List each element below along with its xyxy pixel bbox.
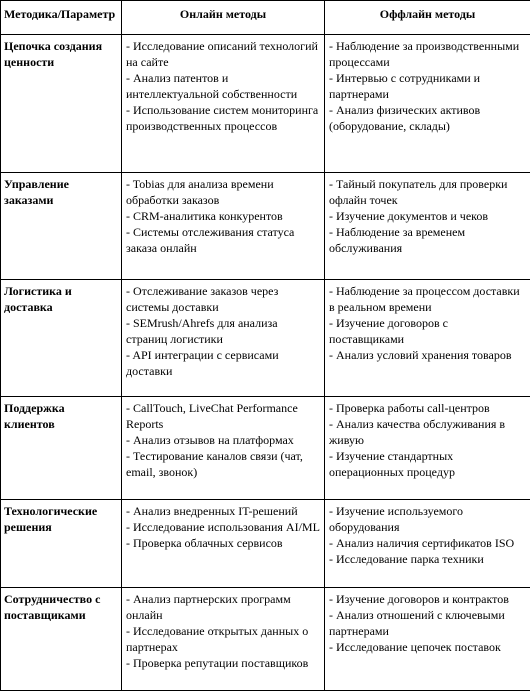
- list-item: - Анализ наличия сертификатов ISO: [329, 535, 526, 551]
- list-item: - API интеграции с сервисами доставки: [126, 347, 320, 379]
- table-header-row: [1, 1, 530, 35]
- list-item: - Наблюдение за временем обслуживания: [329, 224, 526, 256]
- header-online-methods: Онлайн методы: [122, 1, 325, 35]
- list-item: - Изучение используемого оборудования: [329, 503, 526, 535]
- list-item: - Проверка репутации поставщиков: [126, 655, 320, 671]
- header-offline-methods: Оффлайн методы: [325, 1, 530, 35]
- online-methods-cell: [122, 280, 325, 397]
- list-item: - Анализ патентов и интеллектуальной собственности: [126, 70, 320, 102]
- table-row: [1, 500, 530, 588]
- list-item: - Тестирование каналов связи (чат, email, звонок): [126, 448, 320, 480]
- offline-methods-cell: [325, 500, 530, 588]
- list-item: - Изучение документов и чеков: [329, 208, 526, 224]
- online-methods-cell: [122, 35, 325, 173]
- list-item: - Использование систем мониторинга производственных процессов: [126, 102, 320, 134]
- list-item: - CRM-аналитика конкурентов: [126, 208, 320, 224]
- list-item: - Анализ внедренных IT-решений: [126, 503, 320, 519]
- online-methods-cell: [122, 500, 325, 588]
- row-parameter: Сотрудничество с поставщиками: [1, 588, 122, 691]
- list-item: - Наблюдение за процессом доставки в реальном времени: [329, 283, 526, 315]
- list-item: - Системы отслеживания статуса заказа онлайн: [126, 224, 320, 256]
- header-parameter: Методика/Параметр: [1, 1, 122, 35]
- row-parameter: Технологические решения: [1, 500, 122, 588]
- table-row: [1, 173, 530, 280]
- row-parameter: Поддержка клиентов: [1, 397, 122, 500]
- list-item: - Изучение стандартных операционных процедур: [329, 448, 526, 480]
- list-item: - Анализ условий хранения товаров: [329, 347, 526, 363]
- list-item: - Исследование парка техники: [329, 551, 526, 567]
- list-item: - Изучение договоров с поставщиками: [329, 315, 526, 347]
- list-item: - CallTouch, LiveChat Performance Reports: [126, 400, 320, 432]
- online-methods-cell: [122, 588, 325, 691]
- row-parameter: Логистика и доставка: [1, 280, 122, 397]
- list-item: - Исследование использования AI/ML: [126, 519, 320, 535]
- list-item: - SEMrush/Ahrefs для анализа страниц логистики: [126, 315, 320, 347]
- list-item: - Анализ отношений с ключевыми партнерами: [329, 607, 526, 639]
- table-row: [1, 397, 530, 500]
- list-item: - Исследование цепочек поставок: [329, 639, 526, 655]
- online-methods-cell: [122, 173, 325, 280]
- list-item: - Интервью с сотрудниками и партнерами: [329, 70, 526, 102]
- list-item: - Проверка облачных сервисов: [126, 535, 320, 551]
- table-row: [1, 280, 530, 397]
- list-item: - Наблюдение за производственными процессами: [329, 38, 526, 70]
- table-row: [1, 588, 530, 691]
- list-item: - Анализ отзывов на платформах: [126, 432, 320, 448]
- list-item: - Изучение договоров и контрактов: [329, 591, 526, 607]
- offline-methods-cell: [325, 588, 530, 691]
- list-item: - Анализ качества обслуживания в живую: [329, 416, 526, 448]
- list-item: - Анализ физических активов (оборудование, склады): [329, 102, 526, 134]
- offline-methods-cell: [325, 173, 530, 280]
- list-item: - Анализ партнерских программ онлайн: [126, 591, 320, 623]
- offline-methods-cell: [325, 397, 530, 500]
- list-item: - Исследование открытых данных о партнерах: [126, 623, 320, 655]
- list-item: - Исследование описаний технологий на сайте: [126, 38, 320, 70]
- row-parameter: Цепочка создания ценности: [1, 35, 122, 173]
- offline-methods-cell: [325, 35, 530, 173]
- online-methods-cell: [122, 397, 325, 500]
- offline-methods-cell: [325, 280, 530, 397]
- row-parameter: Управление заказами: [1, 173, 122, 280]
- list-item: - Проверка работы call-центров: [329, 400, 526, 416]
- list-item: - Tobias для анализа времени обработки заказов: [126, 176, 320, 208]
- list-item: - Тайный покупатель для проверки офлайн точек: [329, 176, 526, 208]
- list-item: - Отслеживание заказов через системы доставки: [126, 283, 320, 315]
- table-row: [1, 35, 530, 173]
